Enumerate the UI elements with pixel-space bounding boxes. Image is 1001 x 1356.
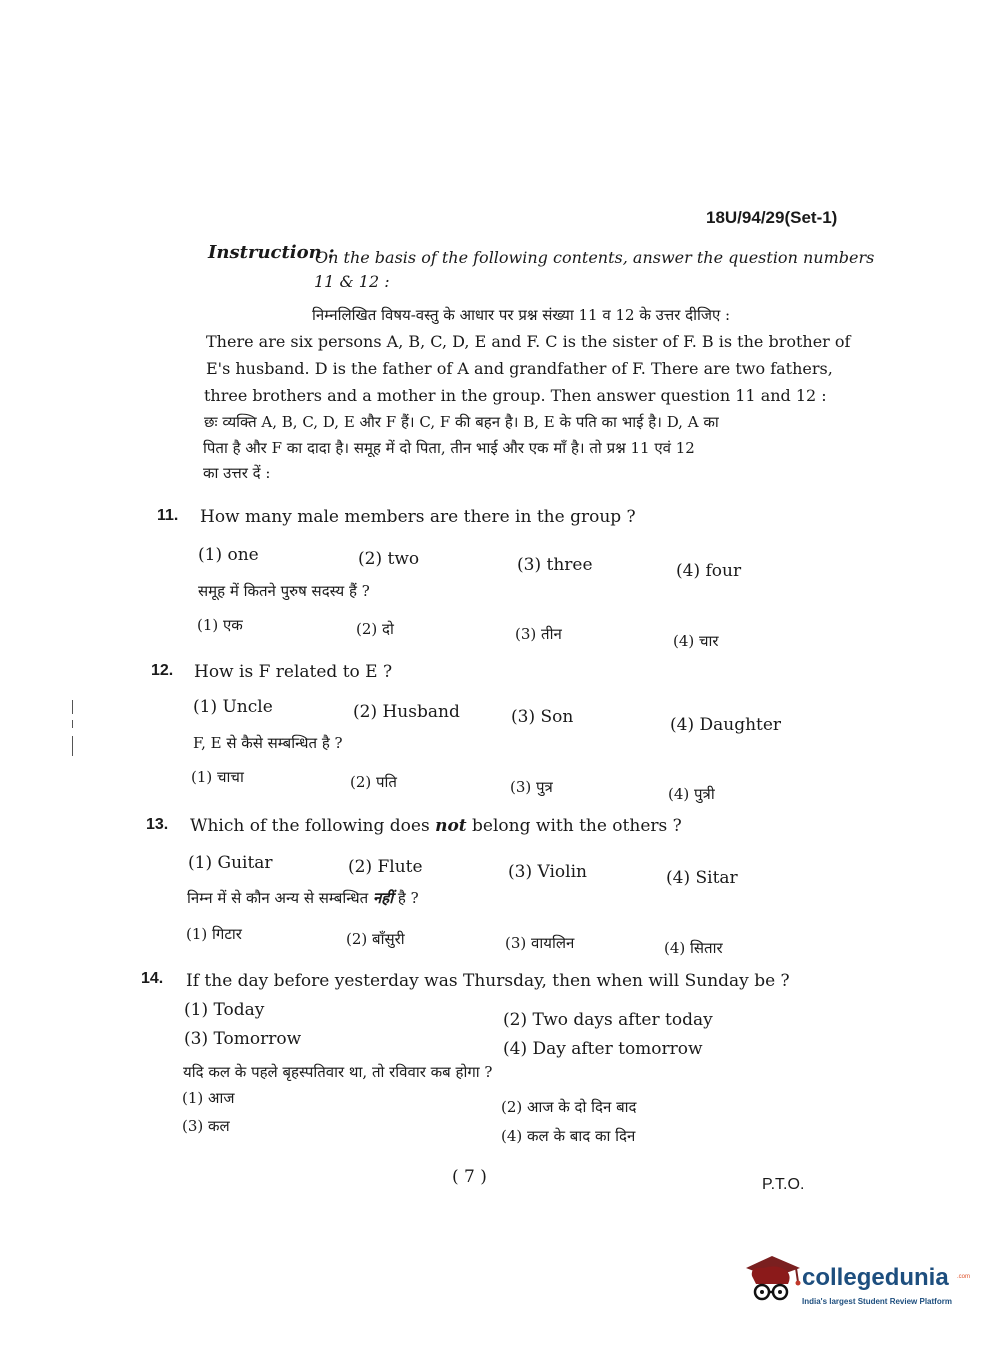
option-en: (4) Day after tomorrow: [503, 1039, 703, 1059]
option-en: (1) Uncle: [193, 697, 273, 717]
passage-en-line-3: three brothers and a mother in the group. Then answer question 11 and 12 :: [204, 386, 827, 405]
logo-tagline: India's largest Student Review Platform: [802, 1297, 952, 1306]
option-hi: (4) पुत्री: [668, 785, 715, 803]
option-en: (4) Sitar: [666, 868, 738, 888]
option-en: (4) four: [676, 561, 742, 581]
option-en: (3) Tomorrow: [184, 1029, 302, 1049]
question-text: How many male members are there in the group ?: [200, 507, 636, 527]
option-en: (3) three: [517, 555, 593, 575]
option-hi: (3) कल: [182, 1117, 230, 1135]
option-hi: (1) चाचा: [191, 768, 244, 786]
passage-en-line-2: E's husband. D is the father of A and grandfather of F. There are two fathers,: [206, 359, 833, 378]
question-text-hindi: F, E से कैसे सम्बन्धित है ?: [193, 734, 343, 752]
option-hi: (1) गिटार: [186, 925, 242, 943]
page-number: ( 7 ): [452, 1167, 487, 1187]
option-hi: (2) दो: [356, 620, 394, 638]
option-hi: (1) आज: [182, 1089, 235, 1107]
option-hi: (2) पति: [350, 773, 397, 791]
paper-code: 18U/94/29(Set-1): [706, 208, 838, 227]
collegedunia-mascot-icon: [742, 1250, 804, 1306]
question-text: Which of the following does not belong with the others ?: [190, 816, 682, 836]
passage-hi-line-3: का उत्तर दें :: [203, 464, 271, 482]
question-number: 13.: [146, 816, 169, 833]
option-hi: (2) बाँसुरी: [346, 930, 405, 948]
option-en: (1) Today: [184, 1000, 265, 1020]
question-number: 12.: [151, 662, 174, 679]
question-text-hindi: यदि कल के पहले बृहस्पतिवार था, तो रविवार कब होगा ?: [183, 1063, 493, 1081]
logo-com: .com: [957, 1274, 971, 1280]
option-hi: (3) वायलिन: [505, 934, 575, 952]
option-hi: (3) पुत्र: [510, 778, 553, 796]
pto-label: P.T.O.: [762, 1176, 805, 1193]
option-hi: (2) आज के दो दिन बाद: [501, 1098, 637, 1116]
scan-mark: [72, 736, 73, 756]
question-text-hindi: निम्न में से कौन अन्य से सम्बन्धित नहीं है ?: [187, 889, 419, 907]
option-en: (3) Son: [511, 707, 574, 727]
instruction-text-hindi: निम्नलिखित विषय-वस्तु के आधार पर प्रश्न संख्या 11 व 12 के उत्तर दीजिए :: [312, 306, 731, 324]
option-hi: (3) तीन: [515, 625, 562, 643]
option-en: (2) Husband: [353, 702, 460, 722]
instruction-label: Instruction :: [208, 242, 335, 263]
question-number: 14.: [141, 970, 164, 987]
question-text: How is F related to E ?: [194, 662, 393, 682]
question-text-hindi: समूह में कितने पुरुष सदस्य हैं ?: [198, 582, 370, 600]
instruction-text-line2: 11 & 12 :: [314, 272, 390, 291]
option-en: (2) Flute: [348, 857, 423, 877]
option-en: (2) two: [358, 549, 420, 569]
question-text: If the day before yesterday was Thursday, then when will Sunday be ?: [186, 971, 790, 991]
option-en: (2) Two days after today: [503, 1010, 713, 1030]
passage-en-line-1: There are six persons A, B, C, D, E and F. C is the sister of F. B is the brother of: [206, 332, 851, 351]
logo-brand: collegedunia: [802, 1264, 949, 1291]
option-en: (3) Violin: [508, 862, 587, 882]
option-en: (1) Guitar: [188, 853, 273, 873]
scan-mark: [72, 700, 73, 714]
passage-hi-line-2: पिता है और F का दादा है। समूह में दो पिता, तीन भाई और एक माँ है। तो प्रश्न 11 एवं 12: [203, 439, 695, 457]
scan-mark: [72, 720, 73, 728]
option-hi: (4) चार: [673, 632, 719, 650]
question-number: 11.: [157, 507, 179, 524]
option-hi: (4) सितार: [664, 939, 723, 957]
passage-hi-line-1: छः व्यक्ति A, B, C, D, E और F हैं। C, F की बहन है। B, E के पति का भाई है। D, A का: [204, 413, 719, 431]
instruction-text-line1: On the basis of the following contents, answer the question numbers: [315, 248, 875, 267]
option-hi: (1) एक: [197, 616, 243, 634]
option-en: (4) Daughter: [670, 715, 782, 735]
option-hi: (4) कल के बाद का दिन: [501, 1127, 636, 1145]
option-en: (1) one: [198, 545, 259, 565]
